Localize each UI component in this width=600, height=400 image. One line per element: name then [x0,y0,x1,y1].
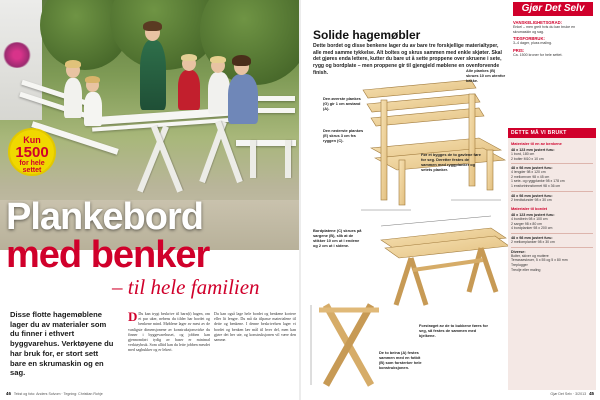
sub-label: 48 x 98 mm justert furu: [511,236,553,241]
divider [511,191,593,192]
sidebar-heading: DETTE MÅ VI BRUKT [508,128,596,138]
child-hair [181,54,197,61]
body-text: Du kan trygt beskrive til barn(i) hagen, om et par uker, nebens du tilder har bordet og benkene mind. Møblene lager av mest av de vanligste dimensjonene av konstruksjonsvirke du finner i byggevarehuset, og jobben kan gjennomført tydig av baser er minimal verktøybruk. Som alltid kan du lette jobben mesdet med sagbukker og er lekeri. [128,311,210,353]
materials-table-section [508,203,596,273]
tip-heading: PRIS: [513,48,525,54]
drop-cap: D [128,309,138,324]
divider [511,163,593,164]
material-line: 1 sete- og ryggplanke 98 x 178 cm [511,179,565,184]
child-hair [210,56,226,63]
bench-drawing [361,80,505,210]
material-line: 2 bolter M10 x 10 cm [511,156,544,161]
tip-text: Enkel – men greit hvis du kan bruke en skrumaskin og sag. [513,25,576,34]
page-number: 46 [6,391,11,396]
child-figure [64,78,82,118]
right-page [301,0,600,400]
material-line: Treplugger [511,262,528,267]
woman-figure [140,40,166,110]
body-column-2 [214,311,296,342]
material-line: 4 bordplanker 98 x 200 cm [511,226,553,231]
table-leg [215,121,243,183]
sub-label: 48 x 98 mm justert furu: [511,166,553,171]
badge-line3: for hele settet [19,160,45,174]
body-column-1 [128,311,210,353]
callout-planks: Alle plankes (B) skrues 10 cm utenfor bakke. [466,68,506,84]
price-badge [8,128,56,176]
credits: Tekst og foto: Anders Solvom · Tegning: Christian Rohje [13,392,103,396]
woman-figure [228,74,258,124]
badge-price: 1500 [15,144,49,161]
tip-box [513,18,593,58]
child-hair [65,60,81,68]
woman-hair [232,55,251,66]
material-line: 2 mellomplanker 98 x 30 cm [511,240,555,245]
table-drawing [381,216,509,305]
callout-gables: Før et bygges de to gavlene føre for seg. Deretter festes de sammen med ryggplanker og setets planker. [421,152,481,173]
page-number: 45 [589,391,594,396]
bench-leg [285,140,291,178]
child-figure [84,92,102,126]
callout-legs: De to beina (A) festes sammen med en fotbit (B) som forsterker hele konstruksjonen. [379,350,422,371]
callout-top-plank: Den øverste plankes (G) gir 1 cm avstand (A). [323,96,361,112]
material-line: 2 sarger 98 x 80 cm [511,221,542,226]
tip-heading: TIDSFORBRUK: [513,36,545,42]
trestle-drawing [311,305,379,385]
sub-label: Diverse: [511,249,526,254]
callout-trestles: Forstrøget av de to bukkene føres for seg, så festes de sammen med bjelkene. [419,323,488,339]
sub-label: 48 x 123 mm justert furu: [511,213,555,218]
left-folio [6,391,103,396]
material-line: 2 mellomrom 98 x 45 cm [511,174,550,179]
material-line: 1 ensfortrinnsformet 98 x 36 cm [511,184,561,189]
child-hair [85,76,100,83]
section-title: Materialer til bordet [511,206,548,212]
flower-basket [2,42,32,68]
sub-label: 48 x 123 mm justert furu: [511,148,555,152]
material-line: Bolter, skiver og muttere [511,253,549,258]
material-line: 4 bordbein 98 x 100 cm [511,217,548,222]
material-line: Treolje eller maling [511,267,541,272]
sub-label: 48 x 98 mm justert furu: [511,193,553,198]
lead-text: Dette bordet og disse benkene lager du av bare tre forskjellige materialtyper, alle med samme tykkelse. Alt boltes og skrus sammen med enkle skjøter. Skal det gjøres enda lettere, kutter du bare ut å sette proppene over skruene i sete, rygg og bordplate – men proppene gir til gjengjeld møblene en ovenforvende finish. [313,43,502,76]
divider [511,233,593,234]
callout-bottom-plank: Den nederste plankes (E) skrus 3 cm fra ryggen (C). [323,128,364,144]
bench-leg [250,140,256,178]
left-page [0,0,299,400]
woman-hair [143,21,162,31]
intro-text: Disse flotte hagemøblene lager du av materialer som du finner i ethvert byggvarehus. Verktøyene du har bruk for, er stort sett bare en skrumaskin og en sag. [10,310,114,378]
child-figure [178,70,200,110]
materials-sidebar [508,128,596,390]
tip-text: 3–4 dager, pluss maling. [513,41,552,46]
material-line: 4 lengder 98 x 120 cm [511,170,546,175]
headline: Solide hagemøbler [313,28,421,42]
subtitle: – til hele familien [112,275,260,299]
body-text: Du kan også lage hele bordet og benkene kortere eller lit lengre. Du må da tilpasse materialene til dette og benkene. I denne beskrivelsen lager vi bordet og benken lær mål til hver del, men kan gjøre det her ute, og konstruksjonen vil være den samme. [214,311,296,342]
title-line2: med benker [6,234,210,276]
material-line: Terrasseskruer, 5 x 55 og 5 x 80 mm [511,258,568,263]
material-line: 2 bredtalunder 98 x 30 cm [511,197,552,202]
title-line1: Plankebord [6,196,203,238]
right-folio [550,391,594,396]
material-line: 1 bord, 180 cm [511,152,535,156]
badge-line1: Kun [23,135,41,145]
section-title: Materialer til en av benkene [511,141,562,146]
magazine-issue: Gjør Det Selv · 3/2013 [550,392,587,396]
callout-tabletop: Bordplatene (C) skrues på sargene (B), slik at de stikker 10 cm ut i endene og 2 cm ut i sidene. [313,228,362,249]
tip-text: Ca. 1500 kroner for hele settet. [513,53,563,58]
child-figure [208,72,230,114]
brand-logo: Gjør Det Selv [513,2,593,16]
divider [511,247,593,248]
tip-heading: VANSKELIGHETSGRAD: [513,20,563,25]
materials-bench-section [508,138,596,203]
